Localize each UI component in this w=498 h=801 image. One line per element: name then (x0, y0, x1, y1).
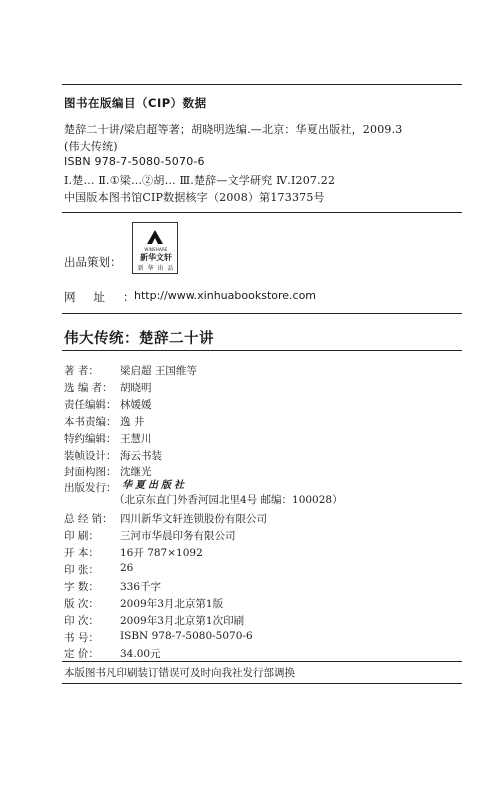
credit-row (64, 448, 162, 463)
book-title: 伟大传统：楚辞二十讲 (64, 331, 214, 347)
spec-label: 版 次： (64, 598, 99, 610)
credit-row (64, 363, 197, 378)
credit-value: 胡晓明 (120, 382, 152, 394)
bottom-rule (62, 683, 462, 684)
credit-label: 特约编辑： (64, 433, 117, 445)
spec-value: 26 (120, 562, 134, 574)
spec-row (64, 511, 267, 526)
website-label: 网址： (64, 290, 153, 304)
spec-row (64, 528, 236, 543)
spec-value: 三河市华晨印务有限公司 (120, 530, 236, 542)
planner-label: 出品策划： (64, 255, 122, 269)
winshare-mark-icon (144, 228, 166, 246)
credit-label: 著 者： (64, 365, 99, 377)
spec-label: 定 价： (64, 648, 99, 660)
cip-line-3: ISBN 978-7-5080-5070-6 (64, 155, 205, 168)
spec-row (64, 562, 134, 577)
credit-label: 出版发行： (64, 482, 117, 494)
credit-row (64, 380, 152, 395)
spec-label: 印 次： (64, 615, 99, 627)
website-url[interactable]: http://www.xinhuabookstore.com (134, 289, 317, 302)
replacement-notice: 本版图书凡印刷装订错误可及时向我社发行部调换 (64, 667, 295, 679)
logo-chinese: 新华文轩 (140, 253, 172, 262)
spec-value: 34.00元 (120, 648, 161, 660)
cip-heading: 图书在版编目（CIP）数据 (64, 96, 207, 110)
spec-value: 2009年3月北京第1次印刷 (120, 615, 245, 627)
spec-label: 总 经 销： (64, 513, 113, 525)
credit-value: 沈继光 (120, 466, 152, 478)
spec-value: 四川新华文轩连锁股份有限公司 (120, 513, 267, 525)
spec-label: 开 本： (64, 547, 99, 559)
spec-label: 印 刷： (64, 530, 99, 542)
winshare-logo (132, 222, 178, 274)
spec-row (64, 646, 161, 661)
publisher-address: （北京东直门外香河园北里4号 邮编：100028） (114, 494, 343, 506)
spec-value: 2009年3月北京第1版 (120, 598, 224, 610)
credit-row (64, 414, 145, 429)
cip-line-4: Ⅰ.楚… Ⅱ.①梁…②胡… Ⅲ.楚辞—文学研究 Ⅳ.I207.22 (64, 174, 336, 187)
top-rule (62, 84, 462, 85)
credit-value: 海云书装 (120, 450, 162, 462)
website-bottom-rule (62, 313, 462, 314)
cip-bottom-rule (62, 212, 462, 213)
title-bottom-rule (62, 350, 462, 351)
logo-english: WINSHARE (144, 247, 168, 252)
credit-label: 责任编辑： (64, 399, 117, 411)
credit-row (64, 431, 152, 446)
credit-label: 本书责编： (64, 416, 117, 428)
spec-label: 印 张： (64, 564, 99, 576)
spec-label: 书 号： (64, 632, 99, 644)
spec-row (64, 545, 203, 560)
spec-row (64, 613, 245, 628)
spec-label: 字 数： (64, 581, 99, 593)
spec-value: 336千字 (120, 581, 162, 593)
credit-label: 封面构图： (64, 466, 117, 478)
spec-row (64, 596, 224, 611)
logo-subtitle: 新 华 出 品 (137, 265, 175, 272)
spec-value: 16开 787×1092 (120, 547, 203, 559)
cip-line-5: 中国版本图书馆CIP数据核字（2008）第173375号 (64, 191, 325, 204)
cip-line-2: (伟大传统) (64, 140, 118, 153)
cip-line-1: 楚辞二十讲/梁启超等著；胡晓明选编.—北京：华夏出版社，2009.3 (64, 123, 403, 136)
credit-label: 选 编 者： (64, 382, 113, 394)
publisher-name: 华夏出版社 (122, 480, 187, 491)
credit-label: 装帧设计： (64, 450, 117, 462)
credit-row (64, 397, 152, 412)
credit-value: 林媛媛 (120, 399, 152, 411)
credit-value: 梁启超 王国维等 (120, 365, 197, 377)
credit-value: 逸 井 (120, 416, 145, 428)
credit-row (64, 464, 152, 479)
spec-value: ISBN 978-7-5080-5070-6 (120, 630, 253, 642)
specs-bottom-rule (62, 661, 462, 662)
credit-value: 王慧川 (120, 433, 152, 445)
spec-row (64, 579, 162, 594)
spec-row (64, 630, 253, 645)
